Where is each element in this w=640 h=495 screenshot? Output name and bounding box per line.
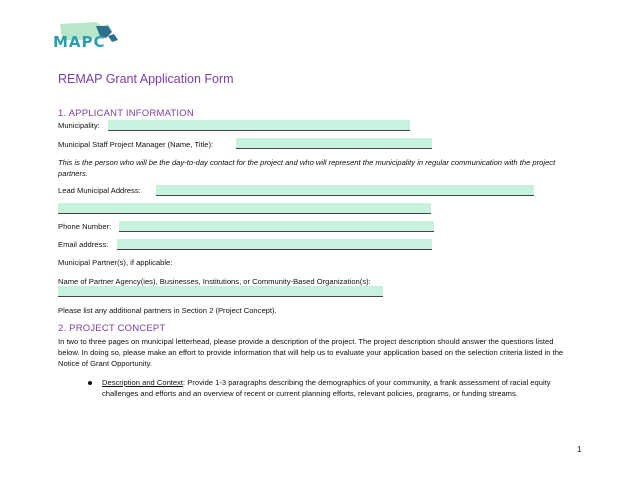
page-number: 1	[577, 445, 582, 454]
manager-label: Municipal Staff Project Manager (Name, Title):	[58, 140, 214, 149]
partner-names-label: Name of Partner Agency(ies), Businesses, Institutions, or Community-Based Organization(s):	[58, 277, 371, 286]
logo-text: MAPC	[53, 33, 106, 51]
phone-label: Phone Number:	[58, 222, 112, 231]
bullet-item	[102, 377, 572, 399]
bullet-title: Description and Context	[102, 378, 184, 387]
partners-label: Municipal Partner(s), if applicable:	[58, 258, 173, 267]
municipality-label: Municipality:	[58, 121, 100, 130]
address-label: Lead Municipal Address:	[58, 186, 141, 195]
additional-partners-note: Please list any additional partners in Section 2 (Project Concept).	[58, 306, 277, 315]
email-label: Email address:	[58, 240, 109, 249]
section2-heading: 2. PROJECT CONCEPT	[58, 323, 166, 334]
phone-field[interactable]	[119, 221, 434, 232]
partner-names-field[interactable]	[58, 286, 383, 297]
bullet-dot	[88, 381, 92, 385]
municipality-field[interactable]	[108, 120, 410, 131]
email-field[interactable]	[117, 239, 432, 250]
form-title: REMAP Grant Application Form	[58, 72, 234, 86]
section1-heading: 1. APPLICANT INFORMATION	[58, 108, 194, 119]
address-field-line2[interactable]	[58, 203, 431, 214]
bullet-body: : Provide 1-3 paragraphs describing the demographics of your community, a frank assessment of racial equity challenges and efforts and an overview of recent or current planning efforts, relevant policies, programs, or funding streams.	[102, 378, 551, 399]
manager-field[interactable]	[236, 138, 432, 149]
section2-intro: In two to three pages on municipal letterhead, please provide a description of the project. The project description should answer the questions listed below. In doing so, please make an effort to provide information that will help us to evaluate your application based on the selection criteria listed in the Notice of Grant Opportunity.	[58, 337, 564, 369]
manager-note: This is the person who will be the day-to-day contact for the project and who will represent the municipality in regular communication with the project partners.	[58, 158, 556, 179]
address-field-line1[interactable]	[156, 185, 534, 196]
